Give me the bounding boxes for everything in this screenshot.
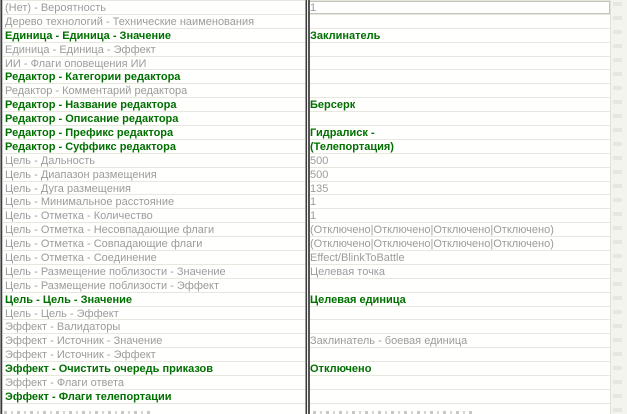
property-name-cell[interactable]: Редактор - Комментарий редактора (5, 85, 188, 98)
property-value-cell[interactable] (306, 307, 610, 320)
property-name-cell[interactable]: Цель - Диапазон размещения (5, 168, 157, 181)
property-name-cell[interactable]: (Нет) - Вероятность (5, 2, 106, 14)
property-name-cell[interactable]: Единица - Единица - Эффект (5, 43, 156, 56)
property-name-cell[interactable]: Цель - Отметка - Соединение (5, 252, 157, 264)
property-name-cell[interactable]: Цель - Размещение поблизости - Значение (5, 265, 226, 278)
property-name-cell[interactable]: ИИ - Флаги оповещения ИИ (5, 57, 147, 70)
property-value-cell[interactable] (306, 57, 610, 70)
property-value-cell[interactable] (306, 15, 610, 28)
property-value-cell-focused[interactable]: 1 (306, 1, 610, 14)
property-name-cell[interactable]: Редактор - Суффикс редактора (5, 140, 176, 153)
property-name-cell[interactable]: Редактор - Название редактора (5, 99, 177, 112)
property-name-cell[interactable]: Редактор - Описание редактора (5, 113, 179, 126)
right-strip-clipped-marks (613, 2, 622, 414)
property-name-cell[interactable]: Цель - Отметка - Количество (5, 210, 153, 223)
property-value-cell[interactable]: 500 (310, 154, 329, 167)
property-value-cell[interactable]: (Отключено|Отключено|Отключено|Отключено) (310, 238, 554, 251)
property-name-cell[interactable]: Эффект - Флаги ответа (5, 377, 125, 389)
property-value-cell[interactable]: Заклинатель (310, 29, 381, 42)
partial-clipped-row (0, 404, 593, 414)
property-name-cell[interactable]: Редактор - Префикс редактора (5, 127, 174, 139)
property-value-cell[interactable] (306, 43, 610, 56)
property-name-cell[interactable]: Цель - Отметка - Несовпадающие флаги (5, 224, 215, 237)
property-name-cell[interactable]: Цель - Цель - Эффект (5, 307, 119, 320)
property-value-cell[interactable] (306, 84, 610, 97)
property-value-cell[interactable]: 1 (310, 196, 317, 209)
property-value-cell[interactable]: 500 (310, 168, 329, 181)
property-name-cell[interactable]: Эффект - Очистить очередь приказов (5, 363, 214, 376)
property-value-cell[interactable]: 1 (310, 210, 317, 223)
column-splitter[interactable] (305, 0, 310, 414)
property-value-cell[interactable] (306, 70, 610, 83)
property-name-cell[interactable]: Цель - Дальность (5, 154, 95, 167)
property-value-cell[interactable]: Берсерк (310, 99, 356, 112)
property-name-cell[interactable]: Цель - Цель - Значение (5, 293, 133, 306)
property-value-cell[interactable] (306, 320, 610, 333)
property-name-cell[interactable]: Цель - Минимальное расстояние (5, 196, 175, 209)
property-value-cell[interactable]: 135 (310, 182, 329, 195)
right-edge-strip (610, 0, 627, 414)
property-name-cell[interactable]: Цель - Отметка - Совпадающие флаги (5, 238, 203, 251)
property-value-cell[interactable]: (Телепортация) (310, 140, 394, 153)
property-name-cell[interactable]: Дерево технологий - Технические наименования (5, 15, 255, 28)
property-name-cell[interactable]: Цель - Дуга размещения (5, 182, 132, 195)
property-name-cell[interactable]: Эффект - Флаги телепортации (5, 390, 172, 403)
property-value-cell[interactable]: Effect/BlinkToBattle (310, 252, 405, 264)
property-value-cell[interactable] (306, 112, 610, 125)
property-value-cell[interactable]: Целевая точка (310, 265, 385, 278)
property-value-cell[interactable]: Гидралиск - (310, 127, 375, 139)
property-value-cell[interactable] (306, 376, 610, 389)
property-value-cell[interactable]: Заклинатель - боевая единица (310, 335, 468, 348)
property-value-cell[interactable]: Отключено (310, 363, 372, 376)
property-value-cell[interactable] (306, 348, 610, 361)
property-name-cell[interactable]: Эффект - Источник - Значение (5, 335, 163, 348)
property-value-cell[interactable] (306, 279, 610, 292)
property-name-cell[interactable]: Цель - Размещение поблизости - Эффект (5, 279, 219, 292)
property-value-cell[interactable]: (Отключено|Отключено|Отключено|Отключено) (310, 224, 554, 237)
left-window-border (0, 0, 3, 414)
property-name-cell[interactable]: Редактор - Категории редактора (5, 71, 181, 84)
property-name-cell[interactable]: Единица - Единица - Значение (5, 29, 171, 42)
property-name-cell[interactable]: Эффект - Источник - Эффект (5, 349, 156, 362)
property-value-cell[interactable]: Целевая единица (310, 293, 406, 306)
property-name-cell[interactable]: Эффект - Валидаторы (5, 321, 121, 334)
property-value-cell[interactable] (306, 390, 610, 403)
